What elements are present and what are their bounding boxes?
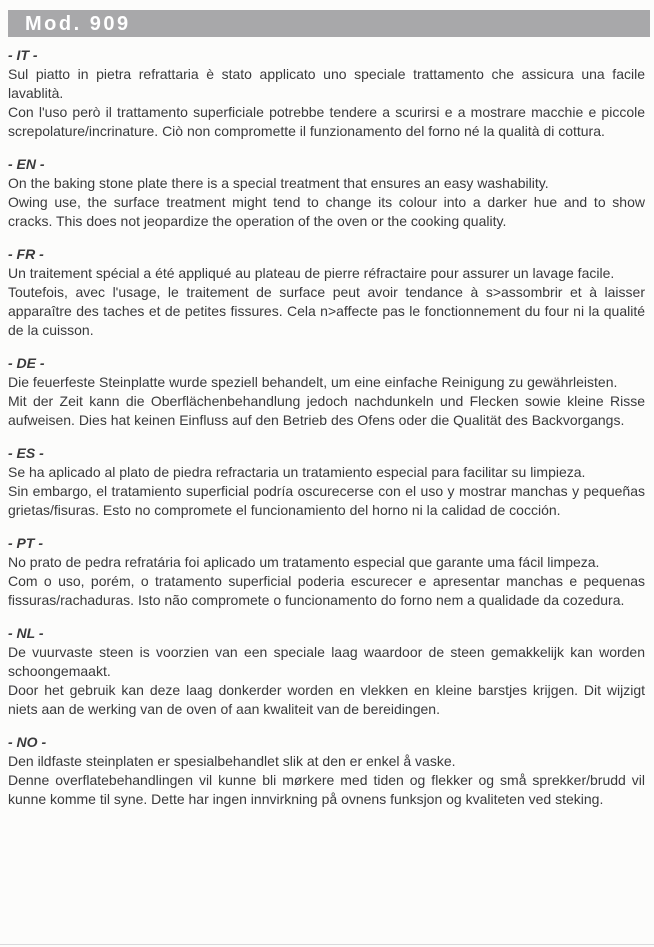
language-section-en [8,155,645,231]
language-section-no [8,733,645,809]
language-label-nl: - NL - [8,625,44,641]
model-banner [8,10,650,37]
language-section-de [8,354,645,430]
language-label-it: - IT - [8,47,38,63]
pt-paragraph-1: No prato de pedra refratária foi aplicado um tratamento especial que garante uma fácil limpeza. [8,554,600,570]
language-section-nl [8,624,645,719]
nl-paragraph-1: De vuurvaste steen is voorzien van een speciale laag waardoor de steen gemakkelijk kan worden schoongemaakt. [8,644,645,679]
language-label-pt: - PT - [8,535,43,551]
nl-paragraph-2: Door het gebruik kan deze laag donkerder worden en vlekken en kleine barstjes krijgen. Dit wijzigt niets aan de werking van de oven of aan kwaliteit van de bereidingen. [8,682,645,717]
it-paragraph-1: Sul piatto in pietra refrattaria è stato applicato uno speciale trattamento che assicura una facile lavablità. [8,66,645,101]
page-content [8,46,645,809]
language-label-en: - EN - [8,156,45,172]
no-paragraph-1: Den ildfaste steinplaten er spesialbehandlet slik at den er enkel å vaske. [8,753,456,769]
en-paragraph-2: Owing use, the surface treatment might tend to change its colour into a darker hue and to show cracks. This does not jeopardize the operation of the oven or the cooking quality. [8,194,645,229]
language-label-fr: - FR - [8,246,44,262]
language-label-no: - NO - [8,734,47,750]
language-label-es: - ES - [8,445,44,461]
language-section-pt [8,534,645,610]
language-section-fr [8,245,645,340]
de-paragraph-2: Mit der Zeit kann die Oberflächenbehandlung jedoch nachdunkeln und Flecken sowie kleine Risse aufweisen. Dies hat keinen Einfluss auf den Betrieb des Ofens oder die Qualität des Backvorgangs. [8,393,645,428]
de-paragraph-1: Die feuerfeste Steinplatte wurde speziell behandelt, um eine einfache Reinigung zu gewährleisten. [8,374,618,390]
es-paragraph-2: Sin embargo, el tratamiento superficial podría oscurecerse con el uso y mostrar manchas y pequeñas grietas/fisuras. Esto no compromete el funcionamiento del horno ni la calidad de cocción. [8,483,645,518]
language-section-it [8,46,645,141]
en-paragraph-1: On the baking stone plate there is a special treatment that ensures an easy washability. [8,175,549,191]
fr-paragraph-2: Toutefois, avec l'usage, le traitement de surface peut avoir tendance à s>assombrir et à laisser apparaître des taches et de petites fissures. Cela n>affecte pas le fonctionnement du four ni la qualité de la cuisson. [8,284,645,338]
pt-paragraph-2: Com o uso, porém, o tratamento superficial poderia escurecer e apresentar manchas e pequenas fissuras/rachaduras. Isto não compromete o funcionamento do forno nem a qualidade da cozedura. [8,573,645,608]
es-paragraph-1: Se ha aplicado al plato de piedra refractaria un tratamiento especial para facilitar su limpieza. [8,464,586,480]
fr-paragraph-1: Un traitement spécial a été appliqué au plateau de pierre réfractaire pour assurer un lavage facile. [8,265,615,281]
language-label-de: - DE - [8,355,45,371]
page-bottom-rule [0,944,654,945]
language-section-es [8,444,645,520]
it-paragraph-2: Con l'uso però il trattamento superficiale potrebbe tendere a scurirsi e a mostrare macchie e piccole screpolature/incrinature. Ciò non compromette il funzionamento del forno né la qualità di cottura. [8,104,645,139]
no-paragraph-2: Denne overflatebehandlingen vil kunne bli mørkere med tiden og flekker og små sprekker/brudd vil kunne komme til syne. Dette har ingen innvirkning på ovnens funksjon og kvaliteten ved steking. [8,772,645,807]
model-title: Mod. 909 [25,13,131,35]
